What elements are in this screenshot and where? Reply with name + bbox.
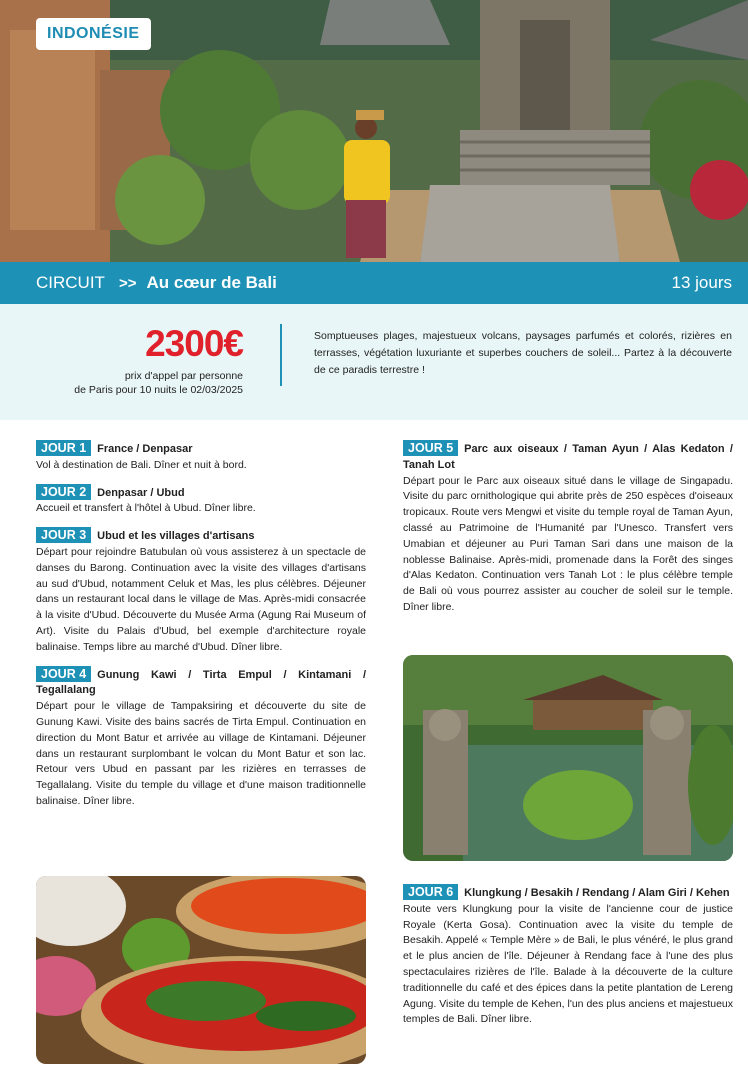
day-heading bbox=[36, 527, 366, 545]
day-title: Denpasar / Ubud bbox=[97, 486, 185, 499]
price-note-line: de Paris pour 10 nuits le 02/03/2025 bbox=[74, 384, 243, 396]
day-title: Gunung Kawi / Tirta Empul / Kintamani / Tegallalang bbox=[36, 668, 366, 697]
price-note-line: prix d'appel par personne bbox=[124, 370, 243, 382]
day-block bbox=[36, 484, 366, 518]
circuit-title: Au cœur de Bali bbox=[146, 273, 277, 292]
day-label: JOUR 5 bbox=[403, 440, 458, 456]
day-text: Départ pour le village de Tampaksiring et découverte du site de Gunung Kawi. Visite des bains sacrés de Tirta Empul. Continuation en direction du Mont Batur et arrivée au village de Kintamani. Déjeuner dans un restaurant surplombant le volcan du Mont Batur et son lac. Retour vers Ubud en passant par les rizières en terrasses de Tegallalang. Visite du temple du village et d'une maison traditionnelle balinaise. Dîner libre. bbox=[36, 700, 366, 807]
intro-text: Somptueuses plages, majestueux volcans, paysages parfumés et colorés, rizières en terrasses, végétation luxuriante et superbes couchers de soleil... Partez à la découverte de ce paradis terrestre ! bbox=[314, 330, 732, 376]
price-note bbox=[74, 369, 243, 397]
day-text: Départ pour rejoindre Batubulan où vous assisterez à un spectacle de danses du Barong. Continuation avec la visite des villages d'artisans au sud d'Ubud, notamment Celuk et Mas, les plus célèbres. Déjeuner dans un restaurant local dans le village de Mas. Après-midi consacrée à la visite d'Ubud. Découverte du Musée Arma (Agung Rai Museum of Art). Visite du Palais d'Ubud, bel exemple d'architecture royale balinaise. Temps libre au marché d'Ubud. Dîner libre. bbox=[36, 545, 366, 653]
day-title: Ubud et les villages d'artisans bbox=[97, 530, 255, 543]
day-heading bbox=[403, 440, 733, 474]
price: 2300€ bbox=[145, 323, 243, 364]
day-heading bbox=[36, 484, 366, 502]
double-chevron-icon: >> bbox=[118, 274, 137, 292]
country-badge: INDONÉSIE bbox=[36, 18, 151, 50]
day-heading bbox=[36, 440, 366, 458]
day-heading bbox=[36, 666, 366, 700]
itinerary-right-column bbox=[403, 440, 733, 626]
day-title: France / Denpasar bbox=[97, 443, 193, 455]
itinerary-left-column bbox=[36, 440, 366, 820]
day-title: Parc aux oiseaux / Taman Ayun / Alas Kedaton / Tanah Lot bbox=[403, 443, 733, 471]
chili-baskets-illustration bbox=[36, 876, 366, 1064]
day-text: Accueil et transfert à l'hôtel à Ubud. Dîner libre. bbox=[36, 502, 256, 515]
day-block bbox=[36, 666, 366, 810]
circuit-banner bbox=[0, 262, 748, 304]
water-garden-illustration bbox=[403, 655, 733, 861]
hero-photo bbox=[0, 0, 748, 262]
day-heading bbox=[403, 884, 733, 902]
water-palace-photo bbox=[403, 655, 733, 861]
itinerary-right-column-lower bbox=[403, 884, 733, 1038]
price-panel bbox=[0, 304, 748, 420]
day-text: Vol à destination de Bali. Dîner et nuit à bord. bbox=[36, 458, 247, 471]
day-label: JOUR 3 bbox=[36, 527, 91, 543]
chili-market-photo bbox=[36, 876, 366, 1064]
day-label: JOUR 6 bbox=[403, 884, 458, 900]
divider bbox=[280, 324, 282, 386]
day-block bbox=[36, 527, 366, 655]
day-label: JOUR 2 bbox=[36, 484, 91, 500]
circuit-label: CIRCUIT bbox=[36, 273, 105, 292]
day-block bbox=[36, 440, 366, 474]
day-label: JOUR 1 bbox=[36, 440, 91, 456]
day-text: Route vers Klungkung pour la visite de l'ancienne cour de justice Royale (Kerta Gosa). Continuation avec la visite du temple de Besakih. Appelé « Temple Mère » de Bali, le plus vénéré, le plus grand et le plus ancien de l'île. Déjeuner à Rendang face à l'une des plus spectaculaires rizières de l'île. Balade à la découverte de la culture traditionnelle du café et des épices dans la petite plantation de Lereng Agung. Visite du temple de Kehen, l'un des plus anciens et majestueux temples de Bali. Dîner libre. bbox=[403, 902, 733, 1026]
day-text: Départ pour le Parc aux oiseaux situé dans le village de Singapadu. Visite du parc ornithologique qui abrite près de 250 espèces d'oiseaux tropicaux. Route vers Mengwi et visite du temple royal de Taman Ayun, classé au Patrimoine de l'Humanité par l'Unesco. Transfert vers Umabian et déjeuner au Puri Taman Sari dans une maison de la noblesse Balinaise. Après-midi, promenade dans la Forêt des singes d'Alas Kedaton. Continuation vers Tanah Lot : le plus célèbre temple de Bali où vous pourrez assister au coucher de soleil sur le temple. Dîner libre. bbox=[403, 474, 733, 613]
day-block bbox=[403, 440, 733, 616]
day-title: Klungkung / Besakih / Rendang / Alam Giri / Kehen bbox=[464, 887, 730, 899]
duration-label: 13 jours bbox=[671, 273, 732, 292]
day-block bbox=[403, 884, 733, 1028]
day-label: JOUR 4 bbox=[36, 666, 91, 682]
